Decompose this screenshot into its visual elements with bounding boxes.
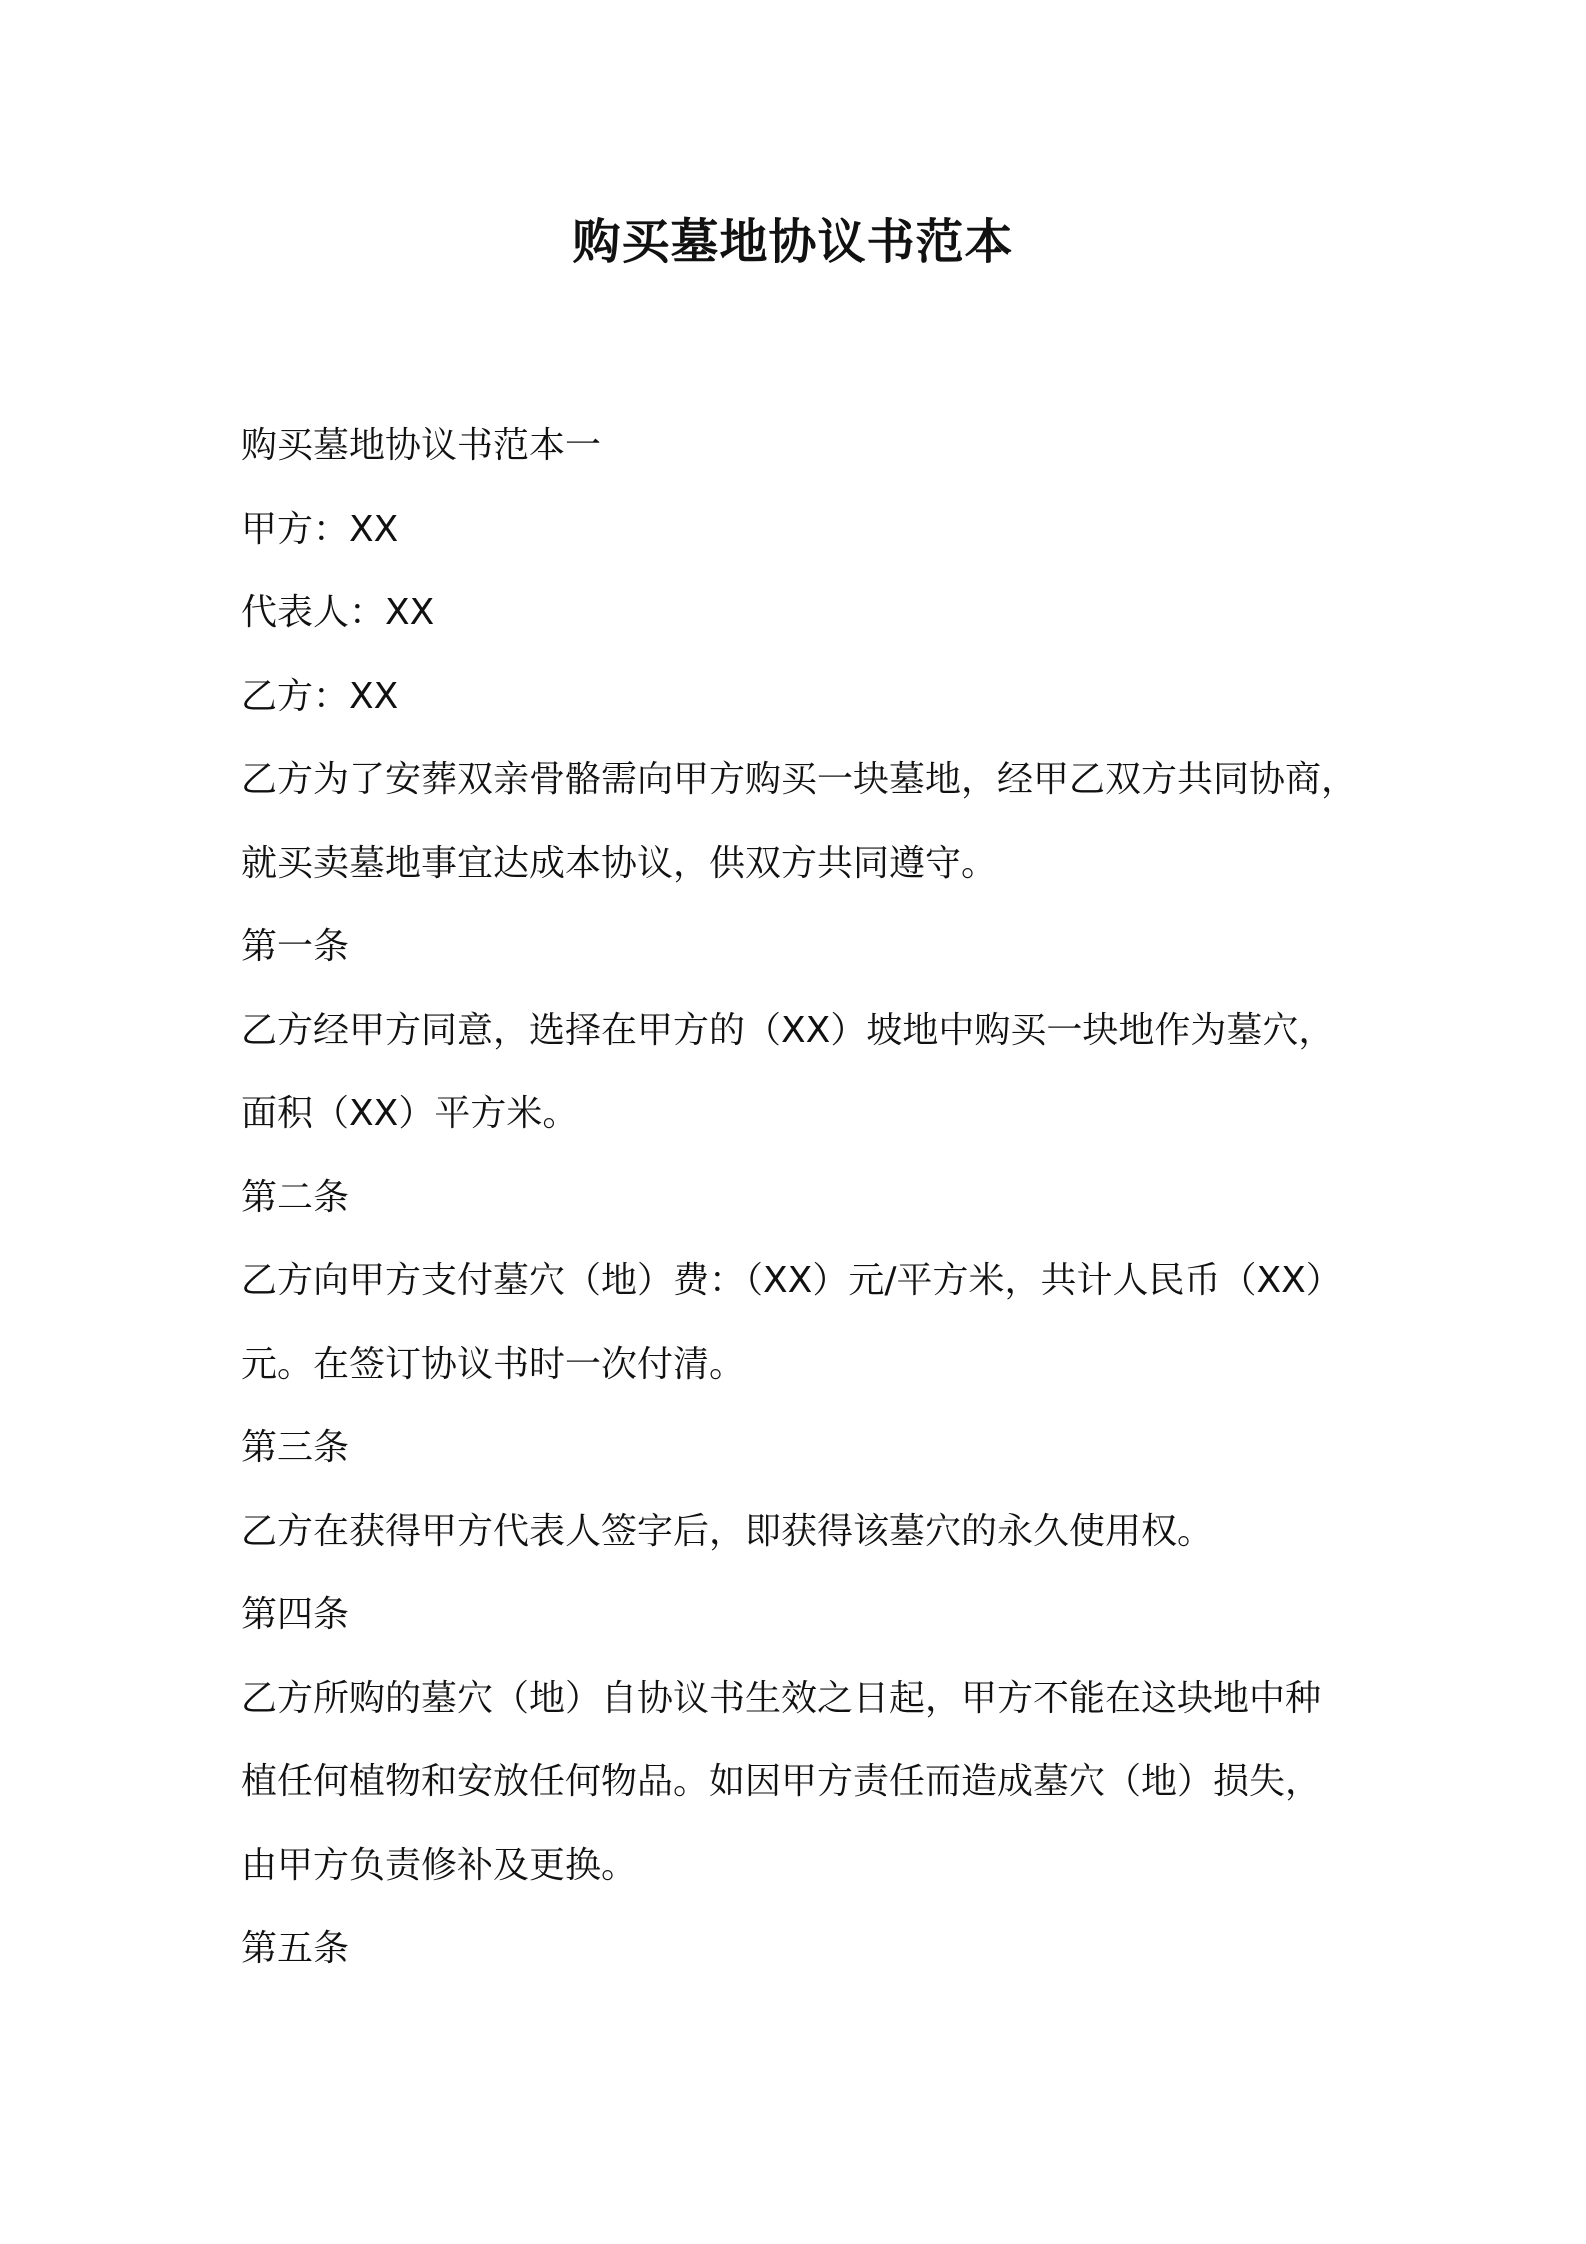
article-1-heading: 第一条	[241, 926, 350, 967]
section-heading: 购买墓地协议书范本一	[241, 425, 602, 466]
party-b-line: 乙方：XX	[241, 675, 399, 717]
article-2-line-2: 元。在签订协议书时一次付清。	[241, 1343, 746, 1385]
article-4-line-2: 植任何植物和安放任何物品。如因甲方责任而造成墓穴（地）损失，	[241, 1761, 1322, 1802]
article-1-line-1: 乙方经甲方同意，选择在甲方的（XX）坡地中购买一块地作为墓穴，	[241, 1009, 1335, 1051]
document-title: 购买墓地协议书范本	[572, 214, 1014, 270]
article-2-heading: 第二条	[241, 1176, 350, 1218]
article-3-heading: 第三条	[241, 1427, 350, 1468]
article-4-heading: 第四条	[241, 1594, 350, 1635]
party-a-line: 甲方：XX	[241, 508, 399, 550]
article-1-line-2: 面积（XX）平方米。	[241, 1093, 579, 1134]
article-4-line-1: 乙方所购的墓穴（地）自协议书生效之日起，甲方不能在这块地中种	[241, 1677, 1322, 1719]
preamble-line-1: 乙方为了安葬双亲骨骼需向甲方购买一块墓地，经甲乙双方共同协商，	[241, 759, 1358, 800]
representative-line: 代表人：XX	[241, 592, 435, 633]
document-body	[241, 404, 1371, 1991]
preamble-line-2: 就买卖墓地事宜达成本协议，供双方共同遵守。	[241, 842, 998, 884]
article-4-line-3: 由甲方负责修补及更换。	[241, 1844, 638, 1886]
article-2-line-1: 乙方向甲方支付墓穴（地）费：（XX）元/平方米，共计人民币（XX）	[241, 1260, 1342, 1301]
article-3-line-1: 乙方在获得甲方代表人签字后，即获得该墓穴的永久使用权。	[241, 1510, 1214, 1552]
article-5-heading: 第五条	[241, 1928, 350, 1969]
